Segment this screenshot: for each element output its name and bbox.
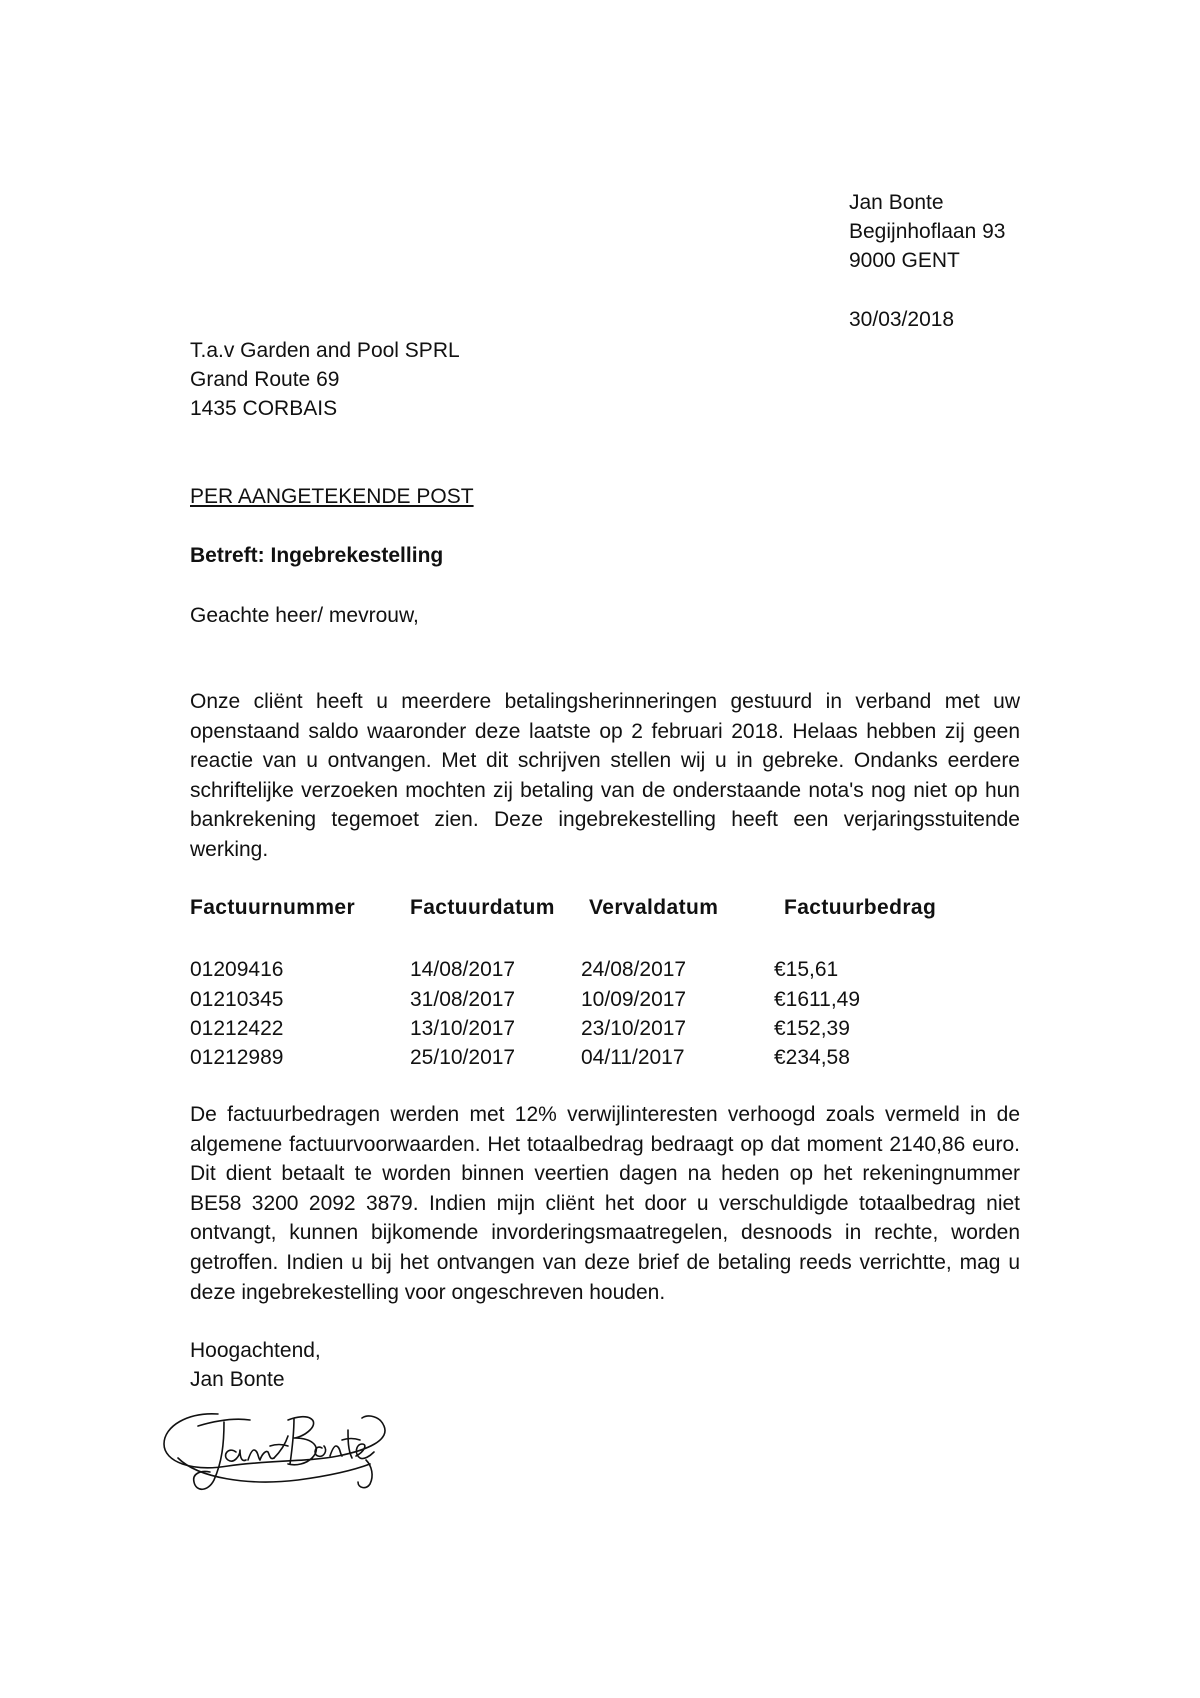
due-date: 23/10/2017 — [581, 1017, 687, 1040]
invoice-number: 01212422 — [190, 1017, 284, 1040]
body-paragraph-1: Onze cliënt heeft u meerdere betalingsherinneringen gestuurd in verband met uw openstaand saldo waaronder deze laatste op 2 februari 2018. Helaas hebben zij geen reactie van u ontvangen. Met dit schrijven stellen wij u in gebreke. Ondanks eerdere schriftelijke verzoeken mochten zij betaling van de onderstaande nota's nog niet op hun bankrekening tegemoet zien. Deze ingebrekestelling heeft een verjaringsstuitende werking. — [190, 690, 1020, 861]
invoice-number: 01212989 — [190, 1046, 284, 1069]
recipient-city: 1435 CORBAIS — [190, 397, 338, 420]
closing-name: Jan Bonte — [190, 1368, 285, 1391]
table-header-amount: Factuurbedrag — [784, 896, 937, 919]
table-header-invoice-date: Factuurdatum — [410, 896, 555, 919]
invoice-number: 01210345 — [190, 988, 284, 1011]
letter-subject: Betreft: Ingebrekestelling — [190, 544, 444, 567]
sender-city: 9000 GENT — [849, 249, 960, 272]
handwritten-signature — [158, 1400, 398, 1500]
invoice-amount: €15,61 — [774, 958, 839, 981]
table-header-due-date: Vervaldatum — [589, 896, 719, 919]
sender-street: Begijnhoflaan 93 — [849, 220, 1006, 243]
invoice-date: 31/08/2017 — [410, 988, 516, 1011]
recipient-address — [190, 336, 460, 423]
body-paragraph-2: De factuurbedragen werden met 12% verwijlinteresten verhoogd zoals vermeld in de algemene factuurvoorwaarden. Het totaalbedrag bedraagt op dat moment 2140,86 euro. Dit dient betaalt te worden binnen veertien dagen na heden op het rekeningnummer BE58 3200 2092 3879. Indien mijn cliënt het door u verschuldigde totaalbedrag niet ontvangt, kunnen bijkomende invorderingsmaatregelen, desnoods in rechte, worden getroffen. Indien u bij het ontvangen van deze brief de betaling reeds verrichtte, mag u deze ingebrekestelling voor ongeschreven houden. — [190, 1103, 1020, 1304]
invoice-amount: €234,58 — [774, 1046, 850, 1069]
due-date: 24/08/2017 — [581, 958, 687, 981]
recipient-street: Grand Route 69 — [190, 368, 340, 391]
invoice-number: 01209416 — [190, 958, 284, 981]
letter-date: 30/03/2018 — [849, 308, 955, 331]
table-header-invoice-number: Factuurnummer — [190, 896, 356, 919]
closing-greeting: Hoogachtend, — [190, 1339, 321, 1362]
invoice-amount: €152,39 — [774, 1017, 850, 1040]
sender-name: Jan Bonte — [849, 191, 944, 214]
registered-mail-notice: PER AANGETEKENDE POST — [190, 485, 474, 508]
closing — [190, 1336, 321, 1394]
recipient-attention: T.a.v Garden and Pool SPRL — [190, 339, 460, 362]
salutation: Geachte heer/ mevrouw, — [190, 604, 419, 627]
invoice-amount: €1611,49 — [774, 988, 861, 1011]
invoice-date: 13/10/2017 — [410, 1017, 516, 1040]
due-date: 04/11/2017 — [581, 1046, 685, 1069]
invoice-date: 25/10/2017 — [410, 1046, 516, 1069]
due-date: 10/09/2017 — [581, 988, 687, 1011]
sender-address — [849, 188, 1005, 275]
invoice-date: 14/08/2017 — [410, 958, 516, 981]
